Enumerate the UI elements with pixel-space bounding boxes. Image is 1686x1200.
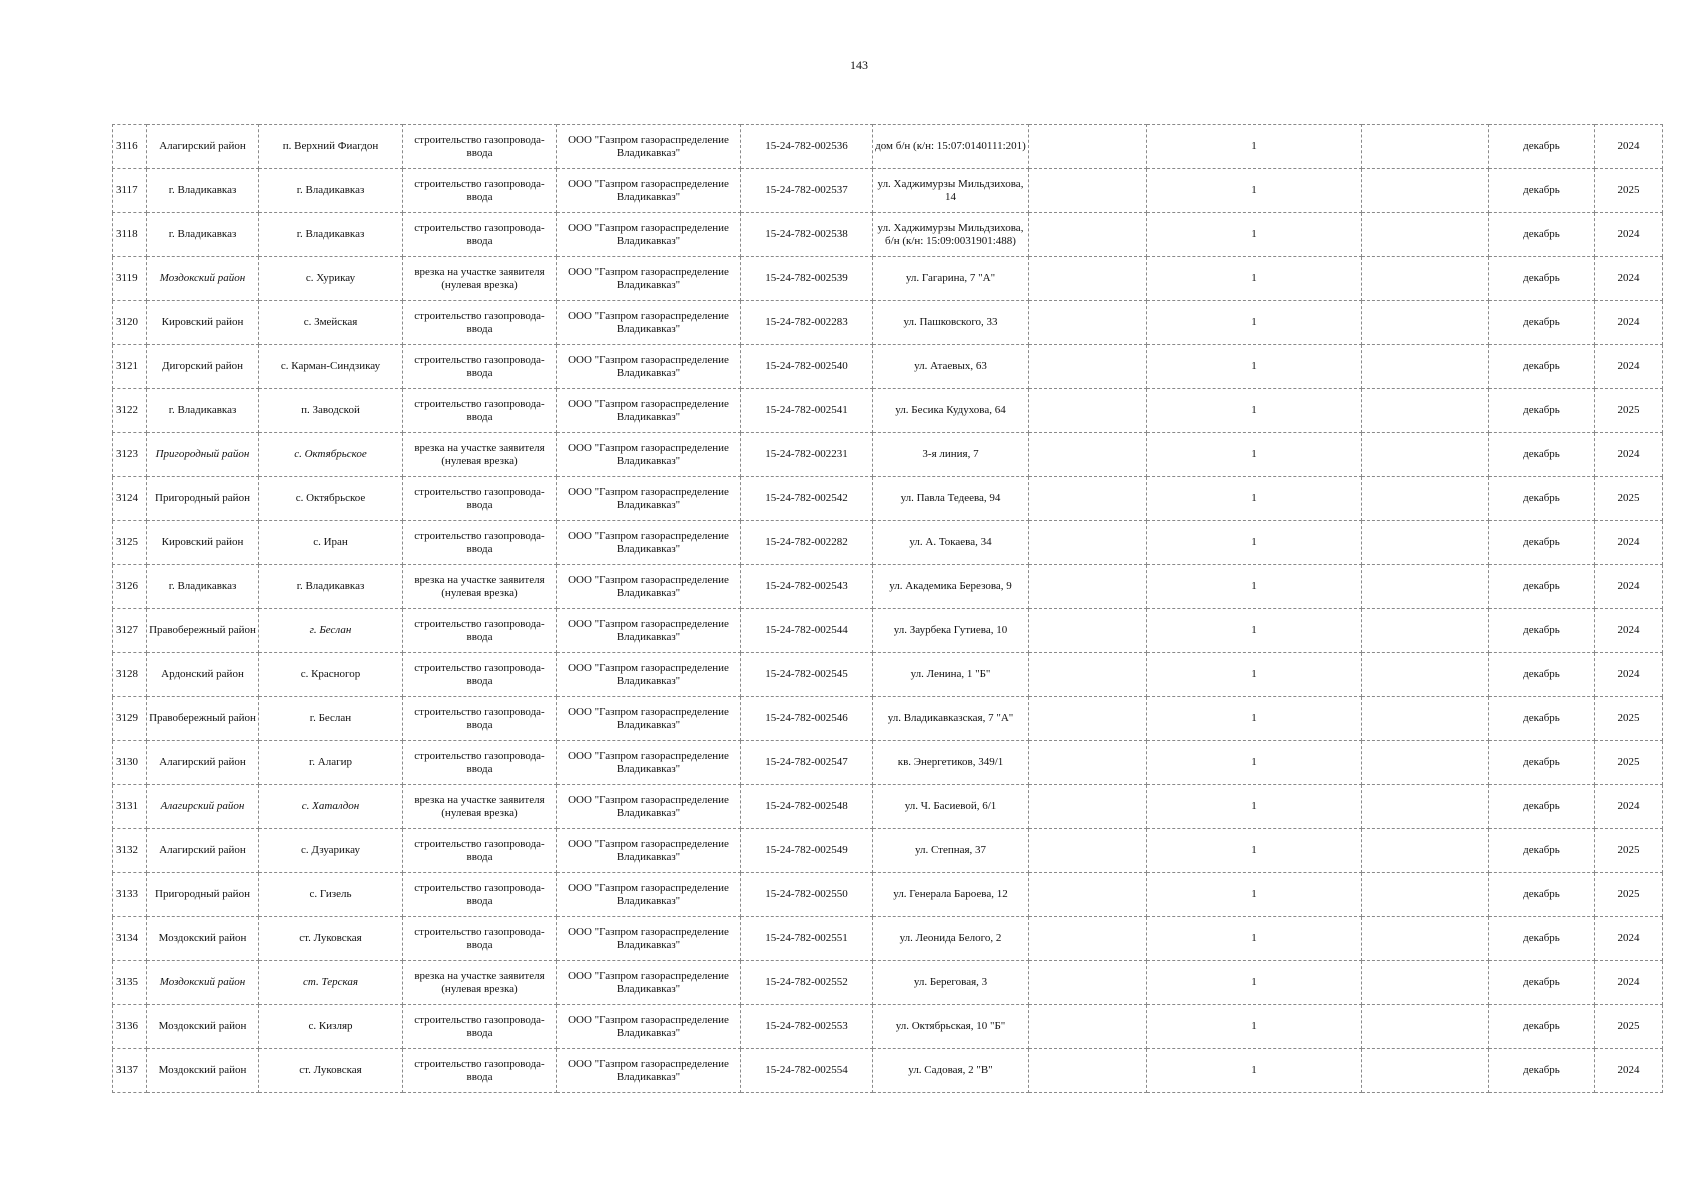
- table-row: [113, 433, 1663, 477]
- row-number: 3125: [113, 521, 147, 565]
- locality-cell: с. Хурикау: [259, 257, 403, 301]
- locality-cell: п. Верхний Фиагдон: [259, 125, 403, 169]
- address-cell: ул. Бесика Кудухова, 64: [873, 389, 1029, 433]
- address-cell: ул. Степная, 37: [873, 829, 1029, 873]
- district-cell: Кировский район: [147, 301, 259, 345]
- blank-cell: [1362, 433, 1489, 477]
- address-cell: ул. Ленина, 1 "Б": [873, 653, 1029, 697]
- address-cell: дом б/н (к/н: 15:07:0140111:201): [873, 125, 1029, 169]
- year-cell: 2024: [1595, 565, 1663, 609]
- locality-cell: с. Хаталдон: [259, 785, 403, 829]
- blank-cell: [1029, 169, 1147, 213]
- row-number: 3118: [113, 213, 147, 257]
- quantity-cell: 1: [1147, 433, 1362, 477]
- registry-code-cell: 15-24-782-002554: [741, 1049, 873, 1093]
- work-type-cell: строительство газопровода-ввода: [403, 741, 557, 785]
- organization-cell: ООО "Газпром газораспределение Владикавказ": [557, 961, 741, 1005]
- table-row: [113, 565, 1663, 609]
- blank-cell: [1362, 213, 1489, 257]
- quantity-cell: 1: [1147, 565, 1362, 609]
- table-row: [113, 125, 1663, 169]
- row-number: 3135: [113, 961, 147, 1005]
- district-cell: г. Владикавказ: [147, 389, 259, 433]
- district-cell: г. Владикавказ: [147, 565, 259, 609]
- work-type-cell: врезка на участке заявителя (нулевая врезка): [403, 961, 557, 1005]
- quantity-cell: 1: [1147, 609, 1362, 653]
- row-number: 3128: [113, 653, 147, 697]
- quantity-cell: 1: [1147, 873, 1362, 917]
- address-cell: ул. Генерала Бароева, 12: [873, 873, 1029, 917]
- work-type-cell: врезка на участке заявителя (нулевая врезка): [403, 433, 557, 477]
- table-row: [113, 873, 1663, 917]
- quantity-cell: 1: [1147, 301, 1362, 345]
- blank-cell: [1362, 1005, 1489, 1049]
- table-row: [113, 213, 1663, 257]
- row-number: 3119: [113, 257, 147, 301]
- year-cell: 2024: [1595, 125, 1663, 169]
- month-cell: декабрь: [1489, 565, 1595, 609]
- quantity-cell: 1: [1147, 257, 1362, 301]
- work-type-cell: врезка на участке заявителя (нулевая врезка): [403, 257, 557, 301]
- month-cell: декабрь: [1489, 345, 1595, 389]
- blank-cell: [1029, 829, 1147, 873]
- work-type-cell: строительство газопровода-ввода: [403, 829, 557, 873]
- address-cell: ул. Заурбека Гутиева, 10: [873, 609, 1029, 653]
- work-type-cell: врезка на участке заявителя (нулевая врезка): [403, 785, 557, 829]
- blank-cell: [1362, 169, 1489, 213]
- locality-cell: г. Беслан: [259, 697, 403, 741]
- table-row: [113, 653, 1663, 697]
- work-type-cell: строительство газопровода-ввода: [403, 697, 557, 741]
- row-number: 3124: [113, 477, 147, 521]
- organization-cell: ООО "Газпром газораспределение Владикавказ": [557, 873, 741, 917]
- month-cell: декабрь: [1489, 301, 1595, 345]
- row-number: 3137: [113, 1049, 147, 1093]
- registry-code-cell: 15-24-782-002545: [741, 653, 873, 697]
- table-row: [113, 1005, 1663, 1049]
- blank-cell: [1362, 741, 1489, 785]
- month-cell: декабрь: [1489, 213, 1595, 257]
- address-cell: 3-я линия, 7: [873, 433, 1029, 477]
- locality-cell: ст. Луковская: [259, 1049, 403, 1093]
- work-type-cell: строительство газопровода-ввода: [403, 609, 557, 653]
- row-number: 3123: [113, 433, 147, 477]
- locality-cell: с. Змейская: [259, 301, 403, 345]
- registry-code-cell: 15-24-782-002539: [741, 257, 873, 301]
- registry-code-cell: 15-24-782-002283: [741, 301, 873, 345]
- quantity-cell: 1: [1147, 389, 1362, 433]
- month-cell: декабрь: [1489, 433, 1595, 477]
- table-row: [113, 1049, 1663, 1093]
- work-type-cell: строительство газопровода-ввода: [403, 1005, 557, 1049]
- registry-code-cell: 15-24-782-002546: [741, 697, 873, 741]
- month-cell: декабрь: [1489, 741, 1595, 785]
- blank-cell: [1029, 1005, 1147, 1049]
- row-number: 3133: [113, 873, 147, 917]
- year-cell: 2024: [1595, 521, 1663, 565]
- blank-cell: [1029, 345, 1147, 389]
- blank-cell: [1362, 477, 1489, 521]
- work-type-cell: строительство газопровода-ввода: [403, 125, 557, 169]
- row-number: 3127: [113, 609, 147, 653]
- blank-cell: [1029, 257, 1147, 301]
- year-cell: 2024: [1595, 433, 1663, 477]
- district-cell: Алагирский район: [147, 829, 259, 873]
- registry-code-cell: 15-24-782-002547: [741, 741, 873, 785]
- row-number: 3129: [113, 697, 147, 741]
- year-cell: 2025: [1595, 741, 1663, 785]
- month-cell: декабрь: [1489, 609, 1595, 653]
- address-cell: ул. Атаевых, 63: [873, 345, 1029, 389]
- year-cell: 2025: [1595, 697, 1663, 741]
- month-cell: декабрь: [1489, 961, 1595, 1005]
- year-cell: 2024: [1595, 785, 1663, 829]
- quantity-cell: 1: [1147, 477, 1362, 521]
- registry-code-cell: 15-24-782-002548: [741, 785, 873, 829]
- table-row: [113, 521, 1663, 565]
- month-cell: декабрь: [1489, 1005, 1595, 1049]
- year-cell: 2025: [1595, 477, 1663, 521]
- address-cell: ул. Гагарина, 7 "А": [873, 257, 1029, 301]
- registry-code-cell: 15-24-782-002540: [741, 345, 873, 389]
- year-cell: 2024: [1595, 653, 1663, 697]
- blank-cell: [1362, 917, 1489, 961]
- table-row: [113, 961, 1663, 1005]
- locality-cell: с. Гизель: [259, 873, 403, 917]
- month-cell: декабрь: [1489, 653, 1595, 697]
- blank-cell: [1362, 785, 1489, 829]
- organization-cell: ООО "Газпром газораспределение Владикавказ": [557, 1049, 741, 1093]
- month-cell: декабрь: [1489, 829, 1595, 873]
- work-type-cell: строительство газопровода-ввода: [403, 873, 557, 917]
- year-cell: 2025: [1595, 389, 1663, 433]
- year-cell: 2025: [1595, 1005, 1663, 1049]
- address-cell: ул. Береговая, 3: [873, 961, 1029, 1005]
- district-cell: Пригородный район: [147, 873, 259, 917]
- blank-cell: [1029, 301, 1147, 345]
- year-cell: 2025: [1595, 829, 1663, 873]
- table-row: [113, 345, 1663, 389]
- address-cell: ул. А. Токаева, 34: [873, 521, 1029, 565]
- month-cell: декабрь: [1489, 697, 1595, 741]
- table-row: [113, 169, 1663, 213]
- locality-cell: г. Беслан: [259, 609, 403, 653]
- quantity-cell: 1: [1147, 741, 1362, 785]
- registry-code-cell: 15-24-782-002536: [741, 125, 873, 169]
- district-cell: Правобережный район: [147, 609, 259, 653]
- locality-cell: с. Октябрьское: [259, 477, 403, 521]
- table-row: [113, 697, 1663, 741]
- blank-cell: [1362, 829, 1489, 873]
- table-row: [113, 609, 1663, 653]
- year-cell: 2025: [1595, 873, 1663, 917]
- organization-cell: ООО "Газпром газораспределение Владикавказ": [557, 477, 741, 521]
- blank-cell: [1029, 873, 1147, 917]
- registry-code-cell: 15-24-782-002552: [741, 961, 873, 1005]
- district-cell: Алагирский район: [147, 125, 259, 169]
- month-cell: декабрь: [1489, 389, 1595, 433]
- blank-cell: [1362, 961, 1489, 1005]
- locality-cell: ст. Луковская: [259, 917, 403, 961]
- district-cell: Алагирский район: [147, 785, 259, 829]
- row-number: 3126: [113, 565, 147, 609]
- locality-cell: г. Владикавказ: [259, 565, 403, 609]
- quantity-cell: 1: [1147, 169, 1362, 213]
- work-type-cell: строительство газопровода-ввода: [403, 521, 557, 565]
- table-row: [113, 917, 1663, 961]
- quantity-cell: 1: [1147, 697, 1362, 741]
- blank-cell: [1029, 433, 1147, 477]
- quantity-cell: 1: [1147, 521, 1362, 565]
- locality-cell: г. Владикавказ: [259, 213, 403, 257]
- quantity-cell: 1: [1147, 917, 1362, 961]
- row-number: 3117: [113, 169, 147, 213]
- organization-cell: ООО "Газпром газораспределение Владикавказ": [557, 653, 741, 697]
- registry-code-cell: 15-24-782-002282: [741, 521, 873, 565]
- address-cell: ул. Академика Березова, 9: [873, 565, 1029, 609]
- blank-cell: [1362, 257, 1489, 301]
- organization-cell: ООО "Газпром газораспределение Владикавказ": [557, 917, 741, 961]
- year-cell: 2024: [1595, 301, 1663, 345]
- organization-cell: ООО "Газпром газораспределение Владикавказ": [557, 345, 741, 389]
- organization-cell: ООО "Газпром газораспределение Владикавказ": [557, 257, 741, 301]
- registry-code-cell: 15-24-782-002537: [741, 169, 873, 213]
- organization-cell: ООО "Газпром газораспределение Владикавказ": [557, 565, 741, 609]
- month-cell: декабрь: [1489, 477, 1595, 521]
- organization-cell: ООО "Газпром газораспределение Владикавказ": [557, 213, 741, 257]
- work-type-cell: строительство газопровода-ввода: [403, 213, 557, 257]
- work-type-cell: строительство газопровода-ввода: [403, 1049, 557, 1093]
- blank-cell: [1029, 741, 1147, 785]
- district-cell: Моздокский район: [147, 1005, 259, 1049]
- work-type-cell: строительство газопровода-ввода: [403, 477, 557, 521]
- work-type-cell: строительство газопровода-ввода: [403, 301, 557, 345]
- quantity-cell: 1: [1147, 125, 1362, 169]
- district-cell: Моздокский район: [147, 961, 259, 1005]
- blank-cell: [1362, 389, 1489, 433]
- blank-cell: [1362, 345, 1489, 389]
- locality-cell: с. Карман-Синдзикау: [259, 345, 403, 389]
- address-cell: ул. Октябрьская, 10 "Б": [873, 1005, 1029, 1049]
- quantity-cell: 1: [1147, 829, 1362, 873]
- registry-code-cell: 15-24-782-002541: [741, 389, 873, 433]
- blank-cell: [1029, 653, 1147, 697]
- blank-cell: [1362, 301, 1489, 345]
- organization-cell: ООО "Газпром газораспределение Владикавказ": [557, 389, 741, 433]
- registry-code-cell: 15-24-782-002553: [741, 1005, 873, 1049]
- organization-cell: ООО "Газпром газораспределение Владикавказ": [557, 741, 741, 785]
- address-cell: кв. Энергетиков, 349/1: [873, 741, 1029, 785]
- quantity-cell: 1: [1147, 345, 1362, 389]
- month-cell: декабрь: [1489, 125, 1595, 169]
- work-type-cell: строительство газопровода-ввода: [403, 345, 557, 389]
- organization-cell: ООО "Газпром газораспределение Владикавказ": [557, 829, 741, 873]
- blank-cell: [1362, 609, 1489, 653]
- blank-cell: [1029, 213, 1147, 257]
- quantity-cell: 1: [1147, 653, 1362, 697]
- locality-cell: г. Владикавказ: [259, 169, 403, 213]
- district-cell: Моздокский район: [147, 917, 259, 961]
- registry-code-cell: 15-24-782-002538: [741, 213, 873, 257]
- year-cell: 2024: [1595, 609, 1663, 653]
- district-cell: Пригородный район: [147, 433, 259, 477]
- table-row: [113, 829, 1663, 873]
- blank-cell: [1362, 653, 1489, 697]
- organization-cell: ООО "Газпром газораспределение Владикавказ": [557, 697, 741, 741]
- organization-cell: ООО "Газпром газораспределение Владикавказ": [557, 125, 741, 169]
- address-cell: ул. Пашковского, 33: [873, 301, 1029, 345]
- table-row: [113, 301, 1663, 345]
- work-type-cell: строительство газопровода-ввода: [403, 653, 557, 697]
- table-row: [113, 741, 1663, 785]
- district-cell: г. Владикавказ: [147, 169, 259, 213]
- blank-cell: [1029, 565, 1147, 609]
- quantity-cell: 1: [1147, 213, 1362, 257]
- locality-cell: с. Кизляр: [259, 1005, 403, 1049]
- table-row: [113, 257, 1663, 301]
- row-number: 3134: [113, 917, 147, 961]
- district-cell: Кировский район: [147, 521, 259, 565]
- table-row: [113, 785, 1663, 829]
- registry-code-cell: 15-24-782-002543: [741, 565, 873, 609]
- district-cell: Моздокский район: [147, 1049, 259, 1093]
- registry-code-cell: 15-24-782-002549: [741, 829, 873, 873]
- address-cell: ул. Леонида Белого, 2: [873, 917, 1029, 961]
- page-number: 143: [850, 58, 868, 72]
- quantity-cell: 1: [1147, 1005, 1362, 1049]
- blank-cell: [1362, 565, 1489, 609]
- locality-cell: с. Октябрьское: [259, 433, 403, 477]
- blank-cell: [1362, 125, 1489, 169]
- organization-cell: ООО "Газпром газораспределение Владикавказ": [557, 1005, 741, 1049]
- district-cell: Алагирский район: [147, 741, 259, 785]
- blank-cell: [1029, 125, 1147, 169]
- quantity-cell: 1: [1147, 785, 1362, 829]
- organization-cell: ООО "Газпром газораспределение Владикавказ": [557, 169, 741, 213]
- address-cell: ул. Владикавказская, 7 "А": [873, 697, 1029, 741]
- table-row: [113, 389, 1663, 433]
- year-cell: 2024: [1595, 1049, 1663, 1093]
- address-cell: ул. Хаджимурзы Мильдзихова, 14: [873, 169, 1029, 213]
- registry-code-cell: 15-24-782-002231: [741, 433, 873, 477]
- quantity-cell: 1: [1147, 961, 1362, 1005]
- month-cell: декабрь: [1489, 873, 1595, 917]
- year-cell: 2024: [1595, 213, 1663, 257]
- district-cell: Дигорский район: [147, 345, 259, 389]
- locality-cell: п. Заводской: [259, 389, 403, 433]
- district-cell: г. Владикавказ: [147, 213, 259, 257]
- organization-cell: ООО "Газпром газораспределение Владикавказ": [557, 433, 741, 477]
- work-type-cell: строительство газопровода-ввода: [403, 917, 557, 961]
- locality-cell: с. Дзуарикау: [259, 829, 403, 873]
- registry-code-cell: 15-24-782-002551: [741, 917, 873, 961]
- row-number: 3121: [113, 345, 147, 389]
- locality-cell: г. Алагир: [259, 741, 403, 785]
- row-number: 3122: [113, 389, 147, 433]
- year-cell: 2024: [1595, 257, 1663, 301]
- row-number: 3120: [113, 301, 147, 345]
- blank-cell: [1362, 521, 1489, 565]
- year-cell: 2024: [1595, 917, 1663, 961]
- blank-cell: [1362, 1049, 1489, 1093]
- month-cell: декабрь: [1489, 169, 1595, 213]
- row-number: 3130: [113, 741, 147, 785]
- quantity-cell: 1: [1147, 1049, 1362, 1093]
- locality-cell: с. Иран: [259, 521, 403, 565]
- address-cell: ул. Павла Тедеева, 94: [873, 477, 1029, 521]
- blank-cell: [1029, 961, 1147, 1005]
- year-cell: 2024: [1595, 345, 1663, 389]
- month-cell: декабрь: [1489, 257, 1595, 301]
- blank-cell: [1029, 389, 1147, 433]
- work-type-cell: строительство газопровода-ввода: [403, 389, 557, 433]
- blank-cell: [1029, 917, 1147, 961]
- district-cell: Пригородный район: [147, 477, 259, 521]
- work-type-cell: строительство газопровода-ввода: [403, 169, 557, 213]
- blank-cell: [1029, 521, 1147, 565]
- month-cell: декабрь: [1489, 1049, 1595, 1093]
- organization-cell: ООО "Газпром газораспределение Владикавказ": [557, 785, 741, 829]
- district-cell: Моздокский район: [147, 257, 259, 301]
- registry-code-cell: 15-24-782-002550: [741, 873, 873, 917]
- organization-cell: ООО "Газпром газораспределение Владикавказ": [557, 301, 741, 345]
- organization-cell: ООО "Газпром газораспределение Владикавказ": [557, 521, 741, 565]
- row-number: 3132: [113, 829, 147, 873]
- month-cell: декабрь: [1489, 917, 1595, 961]
- registry-code-cell: 15-24-782-002542: [741, 477, 873, 521]
- locality-cell: с. Красногор: [259, 653, 403, 697]
- blank-cell: [1029, 1049, 1147, 1093]
- blank-cell: [1029, 477, 1147, 521]
- district-cell: Правобережный район: [147, 697, 259, 741]
- blank-cell: [1362, 873, 1489, 917]
- registry-code-cell: 15-24-782-002544: [741, 609, 873, 653]
- row-number: 3131: [113, 785, 147, 829]
- table-row: [113, 477, 1663, 521]
- year-cell: 2024: [1595, 961, 1663, 1005]
- blank-cell: [1029, 609, 1147, 653]
- month-cell: декабрь: [1489, 521, 1595, 565]
- month-cell: декабрь: [1489, 785, 1595, 829]
- address-cell: ул. Садовая, 2 "В": [873, 1049, 1029, 1093]
- year-cell: 2025: [1595, 169, 1663, 213]
- locality-cell: ст. Терская: [259, 961, 403, 1005]
- row-number: 3136: [113, 1005, 147, 1049]
- blank-cell: [1362, 697, 1489, 741]
- organization-cell: ООО "Газпром газораспределение Владикавказ": [557, 609, 741, 653]
- district-cell: Ардонский район: [147, 653, 259, 697]
- blank-cell: [1029, 697, 1147, 741]
- blank-cell: [1029, 785, 1147, 829]
- gas-connection-table: [112, 124, 1663, 1093]
- row-number: 3116: [113, 125, 147, 169]
- address-cell: ул. Хаджимурзы Мильдзихова, б/н (к/н: 15:09:0031901:488): [873, 213, 1029, 257]
- work-type-cell: врезка на участке заявителя (нулевая врезка): [403, 565, 557, 609]
- address-cell: ул. Ч. Басиевой, 6/1: [873, 785, 1029, 829]
